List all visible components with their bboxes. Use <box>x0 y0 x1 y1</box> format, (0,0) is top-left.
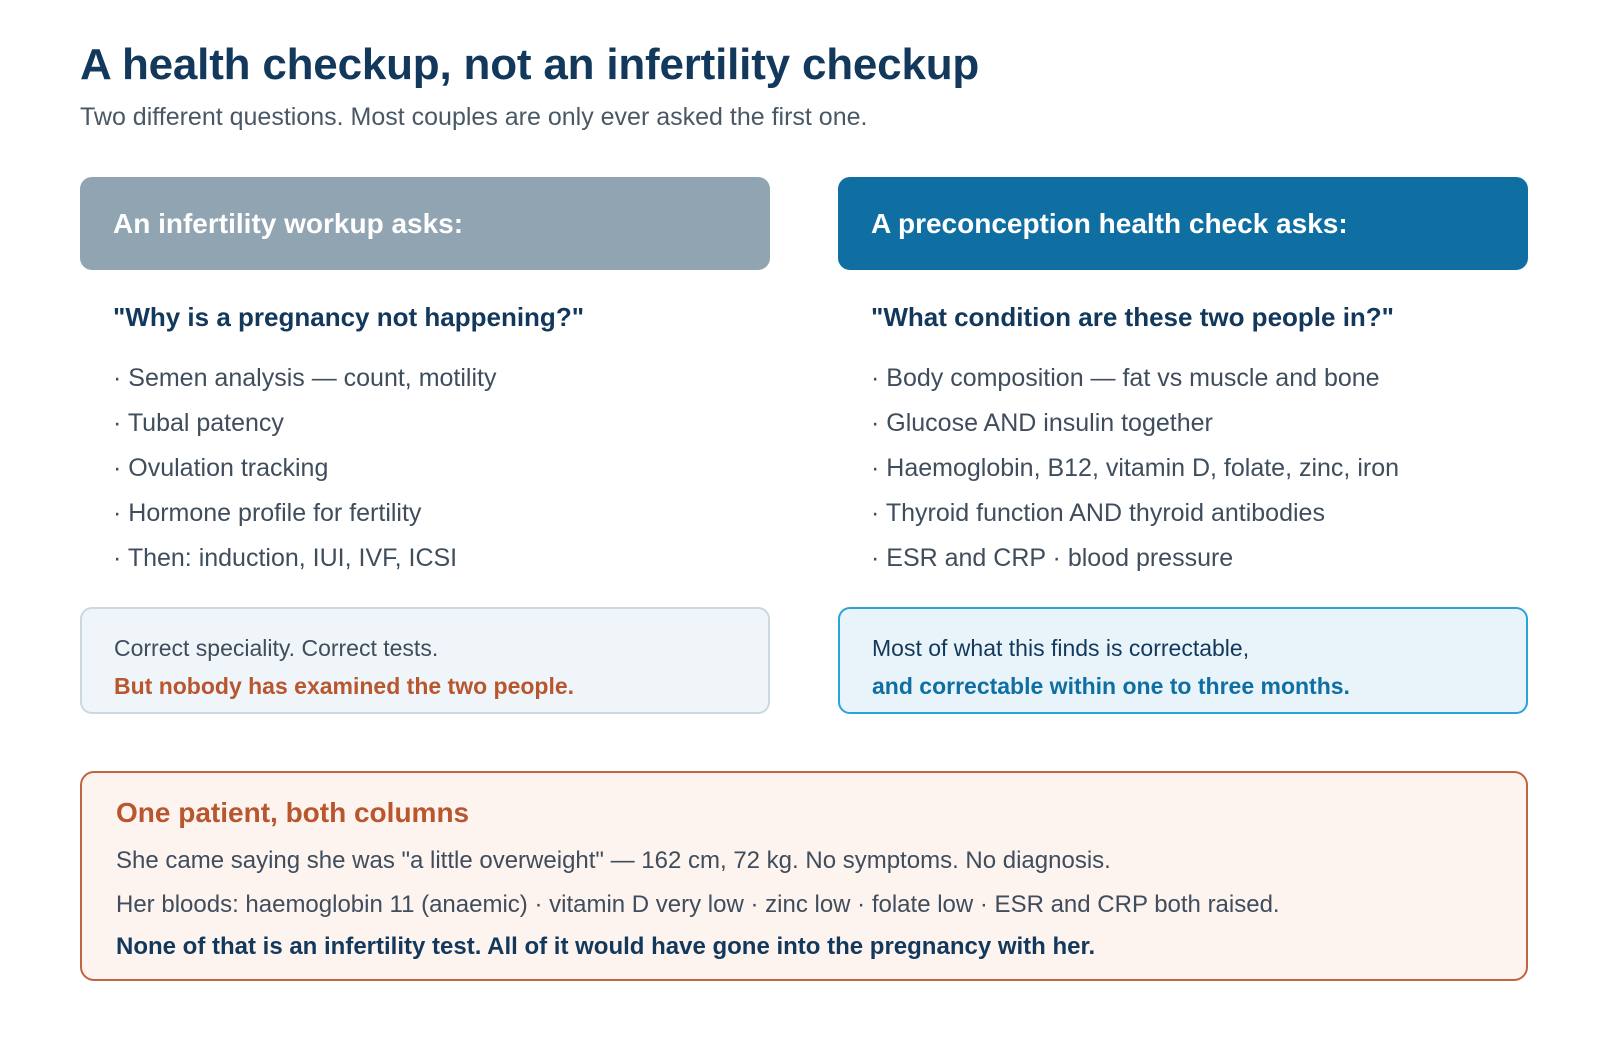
infertility-workup-question: "Why is a pregnancy not happening?" <box>113 302 585 332</box>
patient-case-box <box>80 771 1528 981</box>
note-emphasis: and correctable within one to three months. <box>872 673 1350 699</box>
note-line: Correct speciality. Correct tests. <box>114 635 439 661</box>
page-subtitle: Two different questions. Most couples are only ever asked the first one. <box>80 103 868 131</box>
preconception-check-note <box>838 607 1528 714</box>
patient-case-line: She came saying she was "a little overweight" — 162 cm, 72 kg. No symptoms. No diagnosis. <box>116 847 1111 874</box>
page-title: A health checkup, not an infertility checkup <box>80 40 980 89</box>
preconception-check-heading: A preconception health check asks: <box>838 177 1528 270</box>
list-item: · Glucose AND insulin together <box>871 409 1213 437</box>
list-item: · Semen analysis — count, motility <box>113 364 497 392</box>
preconception-check-column <box>838 177 1528 714</box>
list-item: · ESR and CRP · blood pressure <box>871 544 1234 572</box>
preconception-check-list <box>871 363 1528 588</box>
infertility-workup-column <box>80 177 770 714</box>
infertility-workup-note <box>80 607 770 714</box>
list-item: · Tubal patency <box>113 409 284 437</box>
preconception-check-question: "What condition are these two people in?" <box>871 302 1395 332</box>
list-item: · Thyroid function AND thyroid antibodies <box>871 499 1325 527</box>
patient-case-title: One patient, both columns <box>116 797 470 828</box>
page <box>80 38 1528 960</box>
patient-case-conclusion: None of that is an infertility test. All of it would have gone into the pregnancy with her. <box>116 933 1096 960</box>
infertility-workup-heading: An infertility workup asks: <box>80 177 770 270</box>
list-item: · Then: induction, IUI, IVF, ICSI <box>113 544 458 572</box>
note-emphasis: But nobody has examined the two people. <box>114 673 575 699</box>
note-line: Most of what this finds is correctable, <box>872 635 1250 661</box>
list-item: · Ovulation tracking <box>113 454 329 482</box>
patient-case-line: Her bloods: haemoglobin 11 (anaemic) · vitamin D very low · zinc low · folate low · ESR and CRP both raised. <box>116 891 1280 918</box>
list-item: · Body composition — fat vs muscle and bone <box>871 364 1380 392</box>
list-item: · Hormone profile for fertility <box>113 499 422 527</box>
infertility-workup-list <box>113 363 770 588</box>
list-item: · Haemoglobin, B12, vitamin D, folate, zinc, iron <box>871 454 1400 482</box>
comparison-columns <box>80 177 1528 714</box>
